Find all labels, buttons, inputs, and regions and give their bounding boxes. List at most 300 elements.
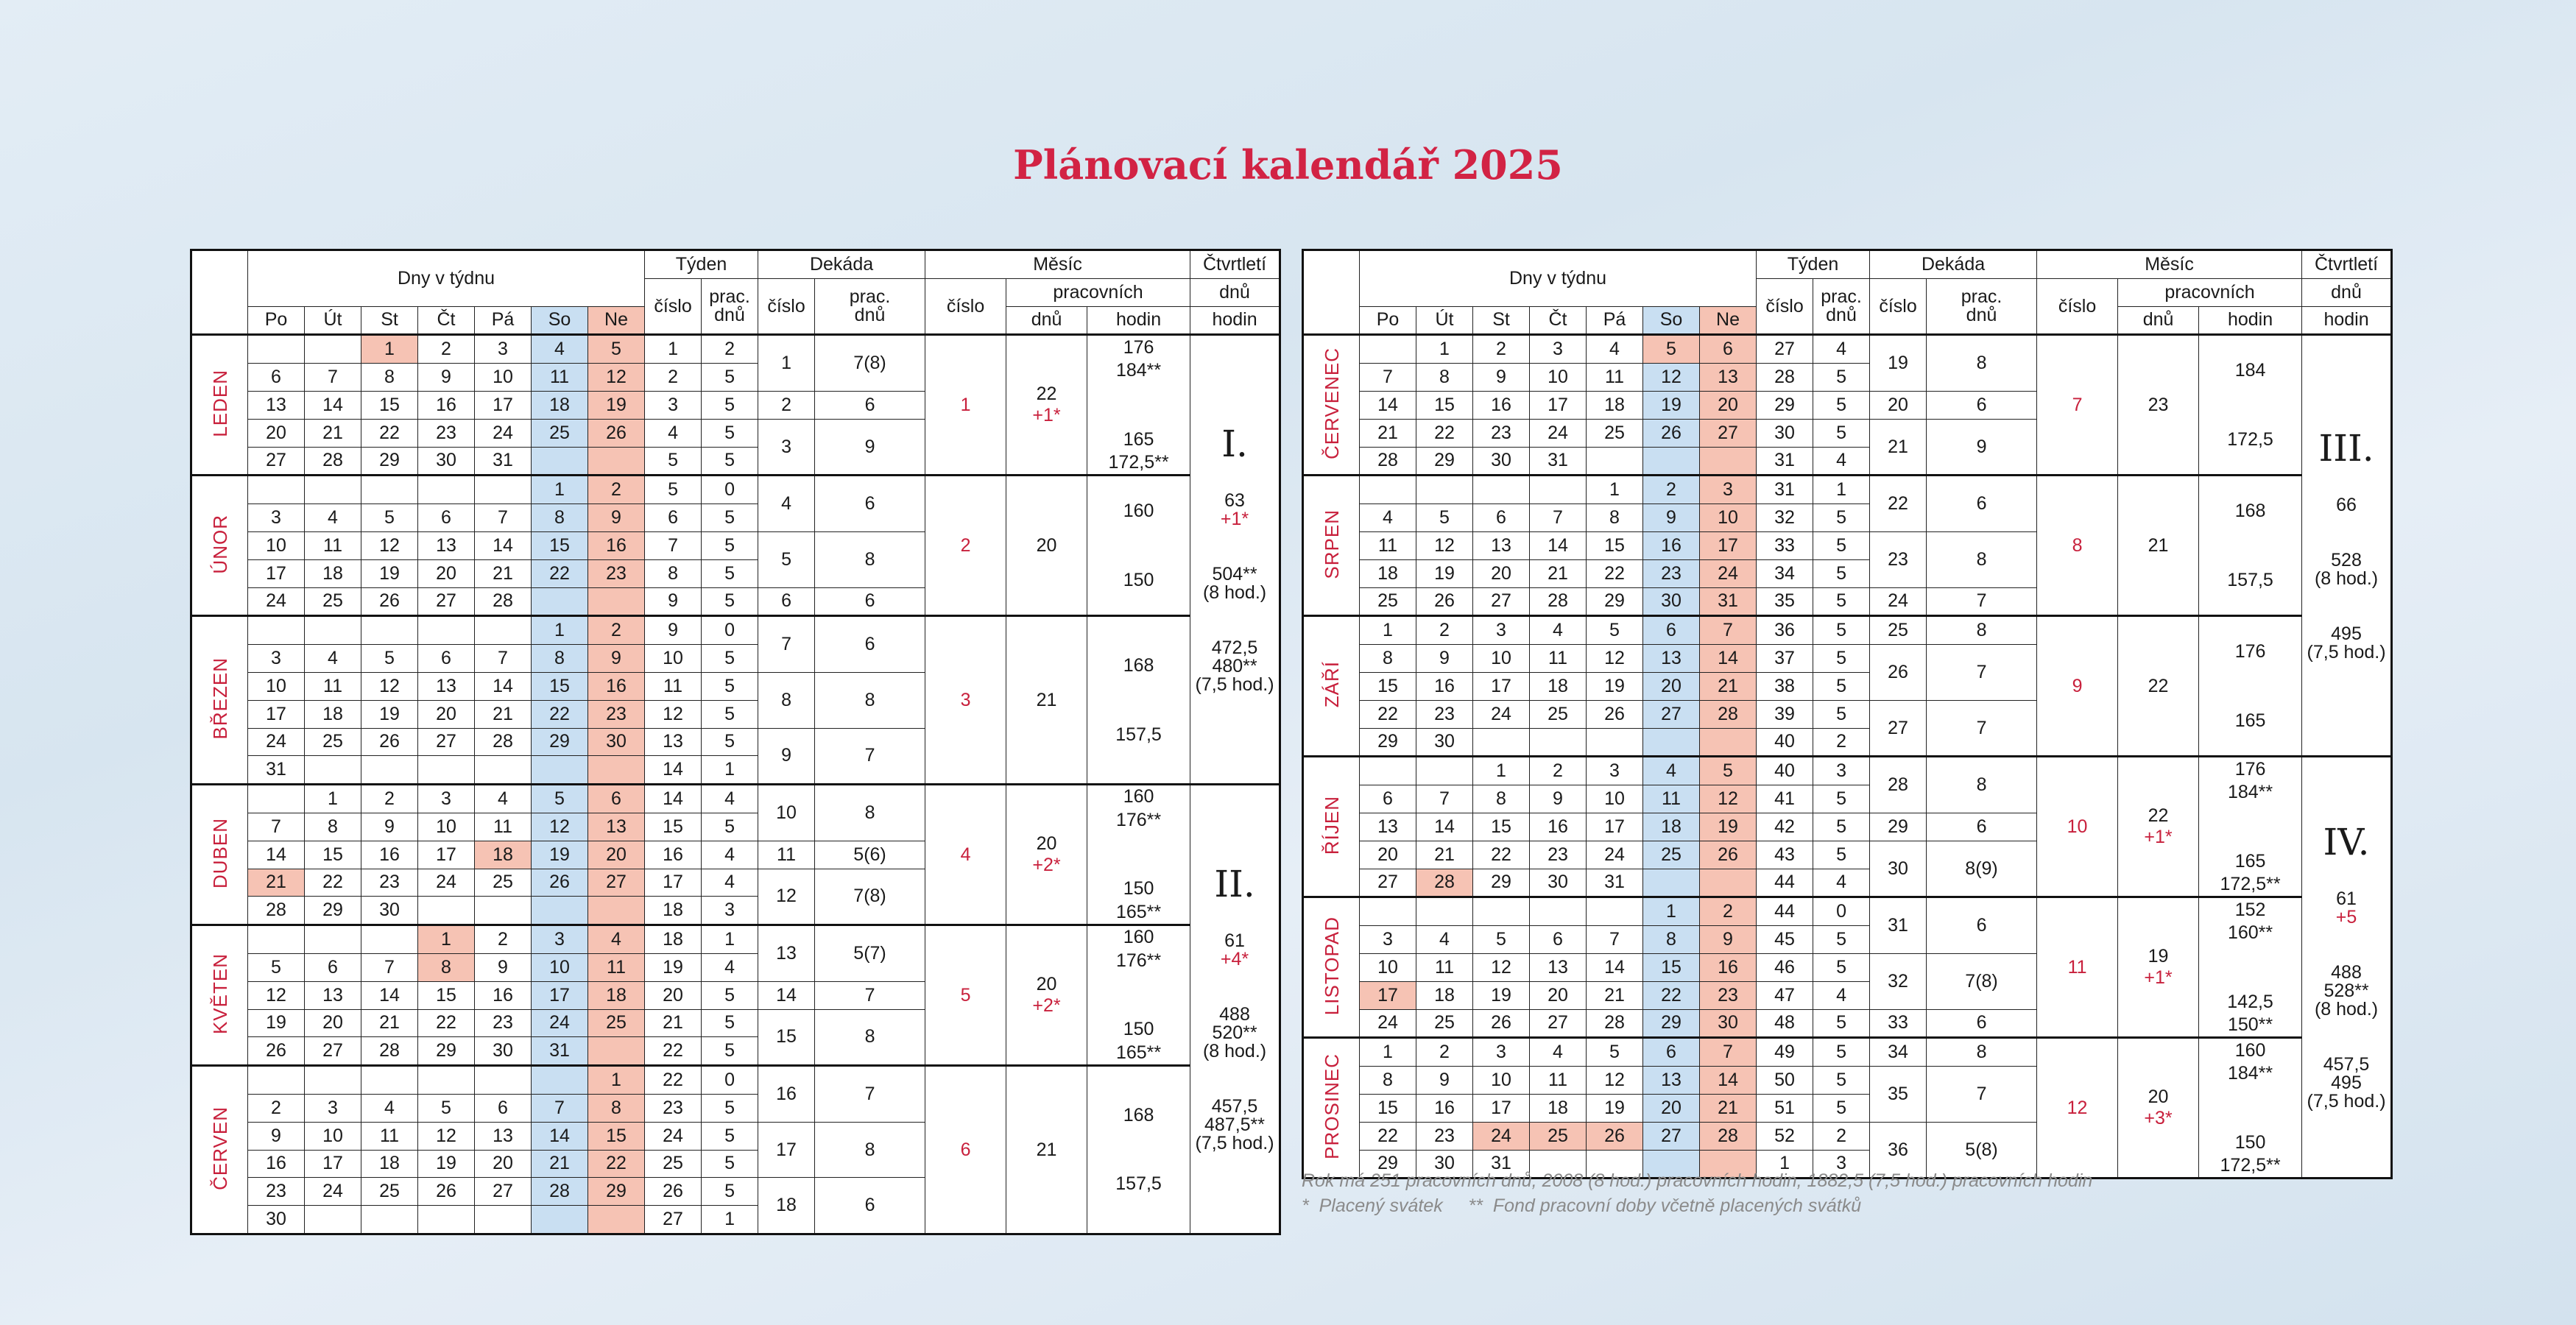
week-number: 24 — [645, 1122, 702, 1150]
day-cell — [475, 897, 532, 925]
day-cell — [361, 925, 418, 954]
day-cell: 22 — [532, 700, 588, 728]
day-cell: 2 — [588, 476, 645, 504]
day-cell: 16 — [418, 391, 475, 419]
week-row — [191, 476, 1280, 504]
day-cell: 14 — [1700, 1067, 1757, 1095]
day-cell: 9 — [1700, 926, 1757, 954]
week-number: 21 — [645, 1009, 702, 1037]
month-paid-holidays: +2* — [1032, 995, 1061, 1017]
week-workdays: 5 — [702, 531, 758, 559]
day-cell: 17 — [1473, 672, 1530, 700]
day-cell: 7 — [475, 504, 532, 532]
weekday-header: Ne — [588, 306, 645, 335]
working-header: pracovních — [2118, 278, 2302, 306]
day-cell: 10 — [418, 813, 475, 841]
week-workdays: 5 — [1813, 953, 1870, 981]
day-cell: 29 — [1643, 1009, 1700, 1038]
day-cell: 21 — [1416, 841, 1473, 869]
day-cell: 15 — [532, 672, 588, 700]
day-cell — [361, 1206, 418, 1234]
day-cell: 19 — [361, 700, 418, 728]
day-cell: 8 — [1643, 926, 1700, 954]
day-cell: 5 — [532, 785, 588, 813]
weekday-header: Út — [1416, 306, 1473, 335]
day-cell: 24 — [248, 728, 305, 756]
day-cell: 25 — [305, 587, 361, 616]
month-hours: 176 184** 165 172,5** — [2199, 757, 2302, 897]
week-number: 5 — [645, 447, 702, 476]
day-cell: 22 — [1473, 841, 1530, 869]
day-cell: 26 — [532, 869, 588, 897]
day-cell: 7 — [1360, 364, 1416, 392]
day-cell: 31 — [1530, 447, 1587, 476]
day-cell — [248, 616, 305, 645]
day-cell: 13 — [1360, 813, 1416, 841]
day-cell — [1360, 476, 1416, 504]
day-cell: 11 — [588, 953, 645, 981]
day-cell: 2 — [418, 335, 475, 364]
week-workdays: 5 — [1813, 1009, 1870, 1038]
month-name: ŘÍJEN — [1320, 795, 1343, 855]
decade-number-header: číslo — [758, 278, 815, 335]
day-cell — [418, 616, 475, 645]
day-cell: 8 — [532, 504, 588, 532]
decade-workdays: 7(8) — [815, 335, 925, 392]
day-cell: 4 — [1587, 335, 1643, 364]
week-number: 3 — [645, 391, 702, 419]
quarter-hours-header: hodin — [1190, 306, 1280, 335]
day-cell: 17 — [1473, 1094, 1530, 1122]
decade-workdays: 8 — [1927, 616, 2037, 645]
day-cell: 20 — [1473, 559, 1530, 587]
day-cell — [532, 897, 588, 925]
month-hours: 176 184** 165 172,5** — [1087, 335, 1190, 476]
page-title: Plánovací kalendář 2025 — [1013, 141, 1563, 188]
week-workdays: 5 — [702, 645, 758, 673]
month-number-header: číslo — [925, 278, 1006, 335]
day-cell: 15 — [532, 531, 588, 559]
week-workdays: 1 — [702, 756, 758, 785]
day-cell — [475, 756, 532, 785]
day-cell: 13 — [305, 981, 361, 1009]
quarter-paid-holidays: +4* — [1220, 949, 1249, 970]
month-paid-holidays: +1* — [2144, 827, 2173, 848]
day-cell: 14 — [475, 672, 532, 700]
week-workdays: 0 — [702, 616, 758, 645]
day-cell: 1 — [532, 616, 588, 645]
week-row — [1303, 335, 2392, 364]
decade-number: 17 — [758, 1122, 815, 1178]
day-cell: 23 — [588, 559, 645, 587]
quarter-workdays: 63 — [1224, 490, 1245, 511]
week-workdays: 0 — [702, 1066, 758, 1095]
day-cell: 7 — [1416, 785, 1473, 813]
day-cell: 30 — [1416, 1150, 1473, 1179]
day-cell: 22 — [305, 869, 361, 897]
decade-workdays: 6 — [815, 391, 925, 419]
decade-number: 1 — [758, 335, 815, 392]
day-cell — [1587, 728, 1643, 757]
month-paid-holidays: +2* — [1032, 855, 1061, 876]
week-workdays: 5 — [1813, 531, 1870, 559]
day-cell: 5 — [1587, 616, 1643, 645]
week-row — [191, 785, 1280, 813]
day-cell — [1473, 897, 1530, 926]
day-cell: 24 — [1473, 700, 1530, 728]
day-cell — [418, 1066, 475, 1095]
quarter-paid-holidays: +5 — [2335, 907, 2357, 928]
day-cell: 29 — [1360, 1150, 1416, 1179]
day-cell: 1 — [1416, 335, 1473, 364]
week-workdays: 4 — [1813, 981, 1870, 1009]
decade-number-header: číslo — [1870, 278, 1927, 335]
week-number: 28 — [1757, 364, 1813, 392]
week-number: 10 — [645, 645, 702, 673]
day-cell: 19 — [248, 1009, 305, 1037]
day-cell: 13 — [475, 1122, 532, 1150]
quarter-workdays: 61 — [1224, 930, 1245, 952]
decade-workdays: 8 — [815, 531, 925, 587]
day-cell: 25 — [1530, 1122, 1587, 1150]
quarter-days-header: dnů — [2302, 278, 2392, 306]
day-cell: 21 — [532, 1150, 588, 1178]
day-cell: 13 — [1530, 953, 1587, 981]
week-workdays: 5 — [1813, 841, 1870, 869]
day-cell: 3 — [1360, 926, 1416, 954]
week-number-header: číslo — [1757, 278, 1813, 335]
day-cell: 13 — [418, 672, 475, 700]
day-cell: 27 — [475, 1178, 532, 1206]
day-cell: 17 — [1587, 813, 1643, 841]
day-cell — [305, 756, 361, 785]
day-cell: 26 — [418, 1178, 475, 1206]
day-cell: 7 — [1530, 504, 1587, 532]
day-cell: 4 — [361, 1094, 418, 1122]
day-cell: 19 — [361, 559, 418, 587]
day-cell: 5 — [361, 504, 418, 532]
decade-workdays: 8 — [815, 1009, 925, 1066]
week-number: 52 — [1757, 1122, 1813, 1150]
day-cell — [1587, 447, 1643, 476]
day-cell: 30 — [418, 447, 475, 476]
day-cell: 9 — [248, 1122, 305, 1150]
day-cell: 4 — [1530, 616, 1587, 645]
week-workdays: 4 — [1813, 869, 1870, 897]
day-cell — [1360, 897, 1416, 926]
day-cell: 28 — [305, 447, 361, 476]
month-workdays — [2118, 476, 2199, 616]
day-cell: 10 — [1530, 364, 1587, 392]
day-cell: 6 — [1360, 785, 1416, 813]
day-cell — [1473, 728, 1530, 757]
week-number: 50 — [1757, 1067, 1813, 1095]
day-cell: 27 — [418, 728, 475, 756]
week-workdays: 5 — [702, 1178, 758, 1206]
month-workdays-value: 20 — [2148, 1086, 2169, 1108]
weekday-header: Po — [248, 306, 305, 335]
week-number: 25 — [645, 1150, 702, 1178]
day-cell: 16 — [1416, 1094, 1473, 1122]
decade-number: 30 — [1870, 841, 1927, 897]
month-workdays-value: 22 — [1036, 384, 1057, 405]
week-workdays-header: prac. dnů — [702, 278, 758, 335]
day-cell: 27 — [418, 587, 475, 616]
week-workdays: 5 — [702, 364, 758, 392]
month-workdays — [2118, 335, 2199, 476]
day-cell: 3 — [305, 1094, 361, 1122]
day-cell: 16 — [248, 1150, 305, 1178]
day-cell: 17 — [305, 1150, 361, 1178]
day-cell: 7 — [1700, 616, 1757, 645]
day-cell: 30 — [588, 728, 645, 756]
day-cell — [1416, 757, 1473, 785]
day-cell: 8 — [361, 364, 418, 392]
day-cell: 16 — [1473, 391, 1530, 419]
week-workdays: 4 — [1813, 335, 1870, 364]
decade-workdays: 7 — [815, 981, 925, 1009]
month-name: PROSINEC — [1320, 1053, 1343, 1159]
day-cell: 28 — [475, 728, 532, 756]
weekday-header: Út — [305, 306, 361, 335]
day-cell — [532, 1206, 588, 1234]
month-hours: 160 184** 150 172,5** — [2199, 1038, 2302, 1179]
day-cell: 24 — [248, 587, 305, 616]
day-cell: 3 — [418, 785, 475, 813]
quarter-cell — [2302, 335, 2392, 757]
week-workdays: 1 — [702, 1206, 758, 1234]
day-cell: 19 — [532, 841, 588, 869]
day-cell: 21 — [1587, 981, 1643, 1009]
day-cell: 26 — [361, 728, 418, 756]
decade-number: 19 — [1870, 335, 1927, 392]
day-cell: 27 — [305, 1037, 361, 1066]
week-number: 36 — [1757, 616, 1813, 645]
decade-workdays: 7 — [1927, 587, 2037, 616]
day-cell: 13 — [1643, 1067, 1700, 1095]
day-cell: 6 — [1473, 504, 1530, 532]
day-cell: 6 — [1643, 1038, 1700, 1067]
day-cell: 21 — [361, 1009, 418, 1037]
day-cell: 27 — [1643, 700, 1700, 728]
day-cell: 18 — [475, 841, 532, 869]
decade-number: 26 — [1870, 645, 1927, 701]
day-cell: 30 — [361, 897, 418, 925]
day-cell: 13 — [588, 813, 645, 841]
week-workdays: 5 — [702, 1150, 758, 1178]
quarter-hours-75h: 457,5 495 (7,5 hod.) — [2307, 1054, 2386, 1112]
month-workdays — [2118, 616, 2199, 757]
week-number: 42 — [1757, 813, 1813, 841]
day-cell — [361, 616, 418, 645]
day-cell: 18 — [1530, 1094, 1587, 1122]
day-cell: 11 — [1416, 953, 1473, 981]
week-workdays: 0 — [702, 476, 758, 504]
week-number: 27 — [1757, 335, 1813, 364]
day-cell: 2 — [248, 1094, 305, 1122]
month-hours: 168 157,5 — [1087, 616, 1190, 785]
week-number: 27 — [645, 1206, 702, 1234]
day-cell: 30 — [1643, 587, 1700, 616]
month-name: BŘEZEN — [208, 657, 231, 740]
day-cell: 15 — [418, 981, 475, 1009]
day-cell: 29 — [1416, 447, 1473, 476]
day-cell — [1416, 897, 1473, 926]
day-cell: 17 — [1360, 981, 1416, 1009]
day-cell — [418, 476, 475, 504]
month-name: ZÁŘÍ — [1320, 661, 1343, 708]
decade-workdays: 6 — [815, 616, 925, 673]
week-workdays: 4 — [702, 953, 758, 981]
week-number-header: číslo — [645, 278, 702, 335]
day-cell — [1530, 897, 1587, 926]
day-cell: 17 — [532, 981, 588, 1009]
month-hours: 176 165 — [2199, 616, 2302, 757]
day-cell — [418, 897, 475, 925]
month-number: 4 — [925, 785, 1006, 925]
month-workdays — [1006, 785, 1087, 925]
day-cell: 6 — [588, 785, 645, 813]
day-cell: 23 — [475, 1009, 532, 1037]
day-cell: 10 — [1473, 645, 1530, 673]
week-number: 19 — [645, 953, 702, 981]
day-cell: 10 — [475, 364, 532, 392]
weekday-header: Pá — [475, 306, 532, 335]
month-name-cell — [191, 925, 248, 1066]
day-cell: 9 — [361, 813, 418, 841]
decade-number: 8 — [758, 672, 815, 728]
day-cell: 31 — [475, 447, 532, 476]
day-cell: 1 — [1643, 897, 1700, 926]
day-cell — [588, 1206, 645, 1234]
weekday-header: So — [532, 306, 588, 335]
day-cell: 9 — [1416, 1067, 1473, 1095]
day-cell: 19 — [1587, 1094, 1643, 1122]
day-cell: 24 — [418, 869, 475, 897]
day-cell: 1 — [532, 476, 588, 504]
week-workdays: 5 — [702, 587, 758, 616]
month-number: 8 — [2037, 476, 2118, 616]
decade-number: 3 — [758, 419, 815, 476]
week-workdays: 5 — [1813, 700, 1870, 728]
quarter-header: Čtvrtletí — [1190, 250, 1280, 279]
month-workdays-value: 21 — [2148, 534, 2169, 556]
day-cell: 27 — [1360, 869, 1416, 897]
calendar-table-second-half — [1302, 249, 2393, 1179]
decade-workdays: 8 — [815, 1122, 925, 1178]
month-name-cell — [191, 1066, 248, 1234]
week-number: 29 — [1757, 391, 1813, 419]
day-cell: 7 — [532, 1094, 588, 1122]
day-cell: 16 — [588, 531, 645, 559]
day-cell — [1700, 728, 1757, 757]
day-cell: 16 — [1700, 953, 1757, 981]
day-cell: 26 — [248, 1037, 305, 1066]
day-cell: 2 — [1700, 897, 1757, 926]
day-cell — [588, 756, 645, 785]
day-cell: 19 — [1643, 391, 1700, 419]
day-cell: 30 — [1416, 728, 1473, 757]
week-number: 1 — [1757, 1150, 1813, 1179]
day-cell: 25 — [1360, 587, 1416, 616]
decade-workdays: 5(8) — [1927, 1122, 2037, 1179]
day-cell: 18 — [1416, 981, 1473, 1009]
month-name-cell — [1303, 616, 1360, 757]
month-workdays-value: 22 — [2148, 675, 2169, 696]
month-hours: 152 160** 142,5 150** — [2199, 897, 2302, 1038]
week-number: 32 — [1757, 504, 1813, 532]
decade-workdays: 7 — [1927, 1067, 2037, 1123]
day-cell: 29 — [532, 728, 588, 756]
week-number: 40 — [1757, 728, 1813, 757]
day-cell: 21 — [1700, 1094, 1757, 1122]
month-workdays — [1006, 925, 1087, 1066]
decade-number: 9 — [758, 728, 815, 785]
day-cell: 28 — [361, 1037, 418, 1066]
day-cell: 27 — [1530, 1009, 1587, 1038]
day-cell: 12 — [1587, 645, 1643, 673]
decade-number: 28 — [1870, 757, 1927, 813]
day-cell: 22 — [1643, 981, 1700, 1009]
day-cell: 11 — [475, 813, 532, 841]
month-workdays — [1006, 616, 1087, 785]
day-cell: 28 — [1700, 1122, 1757, 1150]
day-cell: 17 — [248, 700, 305, 728]
day-cell: 7 — [361, 953, 418, 981]
week-number: 37 — [1757, 645, 1813, 673]
month-workdays — [1006, 476, 1087, 616]
day-cell: 6 — [1700, 335, 1757, 364]
month-workdays-value: 23 — [2148, 394, 2169, 415]
day-cell: 16 — [1416, 672, 1473, 700]
week-workdays: 5 — [702, 1037, 758, 1066]
day-cell: 27 — [588, 869, 645, 897]
decade-number: 2 — [758, 391, 815, 419]
day-cell — [475, 616, 532, 645]
day-cell: 25 — [588, 1009, 645, 1037]
quarter-hours-75h: 457,5 487,5** (7,5 hod.) — [1195, 1096, 1274, 1154]
week-number: 22 — [645, 1066, 702, 1095]
day-cell: 15 — [361, 391, 418, 419]
day-cell: 16 — [475, 981, 532, 1009]
day-cell: 14 — [248, 841, 305, 869]
day-cell: 24 — [532, 1009, 588, 1037]
day-cell: 19 — [1473, 981, 1530, 1009]
day-cell: 20 — [1643, 1094, 1700, 1122]
day-cell: 22 — [588, 1150, 645, 1178]
week-number: 45 — [1757, 926, 1813, 954]
day-cell: 25 — [475, 869, 532, 897]
quarter-header: Čtvrtletí — [2302, 250, 2392, 279]
month-workdays-value: 20 — [1036, 534, 1057, 556]
day-cell: 27 — [1643, 1122, 1700, 1150]
day-cell: 3 — [532, 925, 588, 954]
week-row — [1303, 757, 2392, 785]
day-cell: 5 — [361, 645, 418, 673]
decade-number: 20 — [1870, 391, 1927, 419]
day-cell: 27 — [1473, 587, 1530, 616]
day-cell — [532, 587, 588, 616]
week-number: 41 — [1757, 785, 1813, 813]
decade-number: 12 — [758, 869, 815, 925]
day-cell: 29 — [1587, 587, 1643, 616]
day-cell: 9 — [588, 645, 645, 673]
day-cell — [418, 1206, 475, 1234]
month-name: LEDEN — [208, 370, 231, 437]
decade-workdays: 8 — [1927, 1038, 2037, 1067]
day-cell: 18 — [305, 700, 361, 728]
day-cell: 4 — [1416, 926, 1473, 954]
